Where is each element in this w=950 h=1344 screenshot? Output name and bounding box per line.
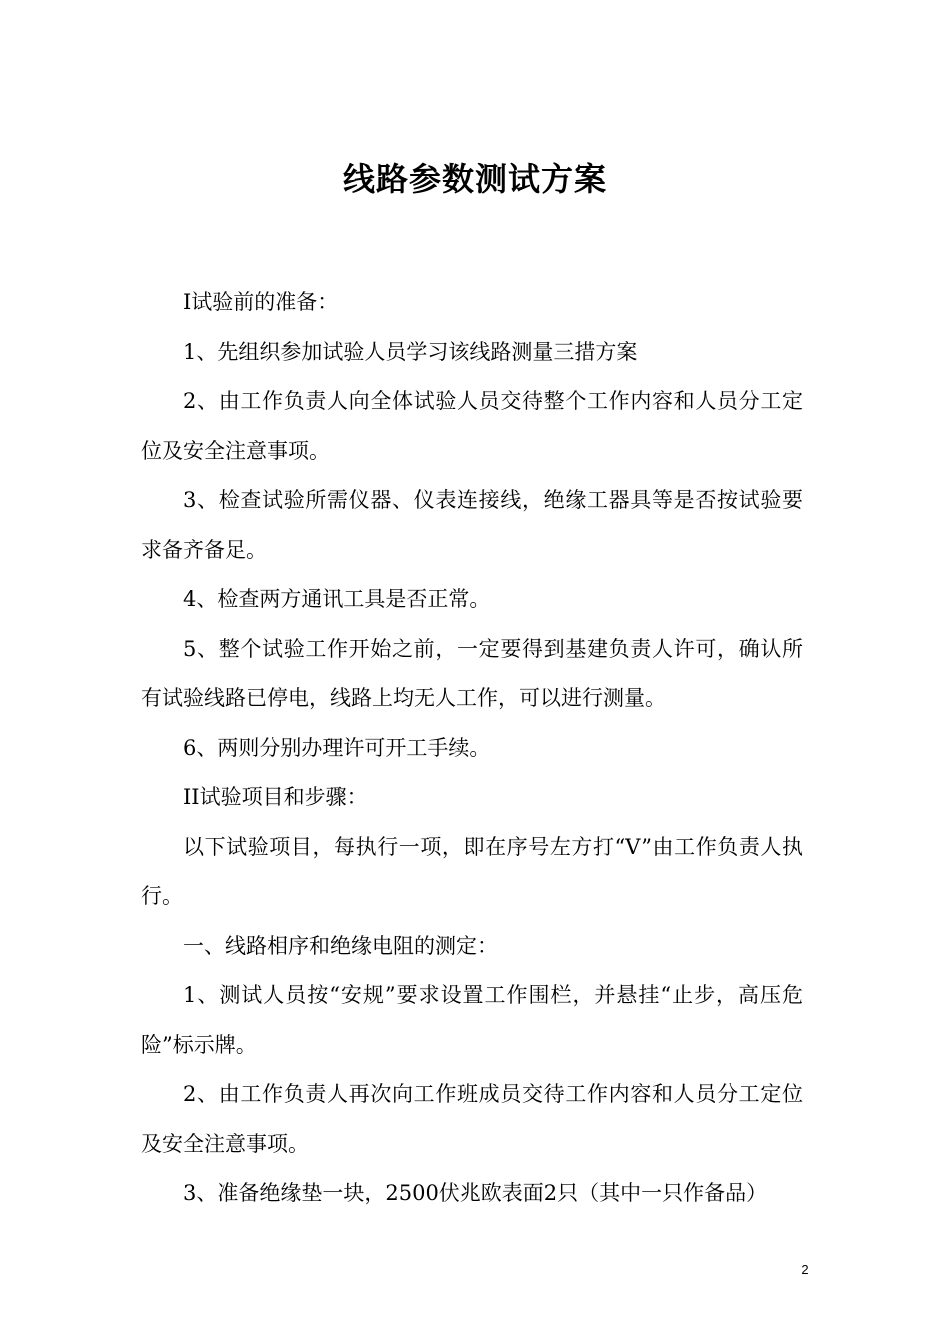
paragraph: 3、检查试验所需仪器、仪表连接线，绝缘工器具等是否按试验要求备齐备足。	[141, 488, 803, 562]
paragraph: 1、测试人员按“安规”要求设置工作围栏，并悬挂“止步，高压危险”标示牌。	[141, 983, 803, 1057]
section-heading-preparation: I试验前的准备：	[183, 290, 339, 314]
paragraph: 6、两则分别办理许可开工手续。	[183, 735, 491, 760]
paragraph: 以下试验项目，每执行一项，即在序号左方打“V”由工作负责人执行。	[141, 834, 803, 908]
section-heading-test-items: II试验项目和步骤：	[183, 785, 368, 809]
subsection-heading: 一、线路相序和绝缘电阻的测定：	[183, 933, 498, 958]
paragraph: 4、检查两方通讯工具是否正常。	[183, 587, 491, 611]
paragraph: 1、先组织参加试验人员学习该线路测量三措方案	[183, 339, 638, 364]
document-title: 线路参数测试方案	[342, 160, 607, 198]
paragraph: 5、整个试验工作开始之前，一定要得到基建负责人许可，确认所有试验线路已停电，线路上均无人工作，可以进行测量。	[141, 636, 803, 710]
paragraph: 3、准备绝缘垫一块，2500伏兆欧表面2只（其中一只作备品）	[183, 1181, 768, 1205]
page-number: 2	[801, 1262, 809, 1277]
paragraph: 2、由工作负责人再次向工作班成员交待工作内容和人员分工定位及安全注意事项。	[141, 1082, 803, 1156]
paragraph: 2、由工作负责人向全体试验人员交待整个工作内容和人员分工定位及安全注意事项。	[141, 389, 803, 463]
document-body	[141, 278, 803, 1219]
